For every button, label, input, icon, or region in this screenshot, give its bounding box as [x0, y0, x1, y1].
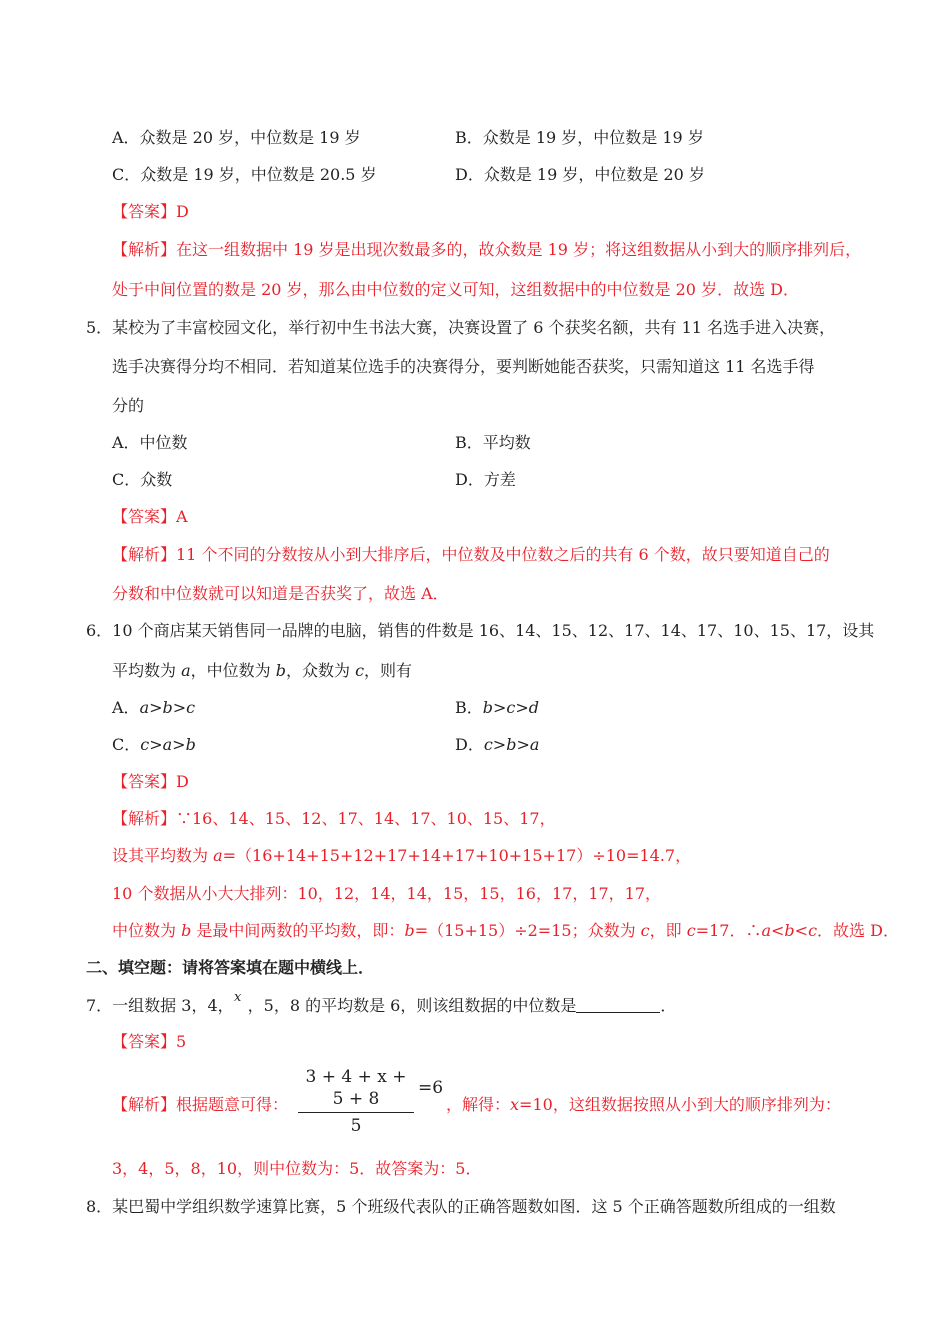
q5-option-c: C．众数 [112, 470, 173, 489]
q7-stem: 7．一组数据 3，4， ，5，8 的平均数是 6，则该组数据的中位数是 ． [86, 996, 677, 1015]
q4-option-a: A．众数是 20 岁，中位数是 19 岁 [112, 128, 361, 147]
fraction-bar [298, 1112, 414, 1113]
q6-analysis-line1: 【解析】∵16、14、15、12、17、14、17、10、15、17， [112, 809, 556, 828]
q7-variable-x: x [234, 990, 242, 1005]
q4-option-c: C．众数是 19 岁，中位数是 20.5 岁 [112, 165, 377, 184]
q4-option-d: D．众数是 19 岁，中位数是 20 岁 [455, 165, 705, 184]
q5-analysis-line2: 分数和中位数就可以知道是否获奖了，故选 A． [112, 584, 449, 603]
q6-stem-line1: 6．10 个商店某天销售同一品牌的电脑，销售的件数是 16、14、15、12、17、14、17、10、15、17，设其 [86, 621, 875, 640]
q4-answer: 【答案】D [112, 202, 189, 221]
q6-answer: 【答案】D [112, 772, 189, 791]
q5-stem-line2: 选手决赛得分均不相同．若知道某位选手的决赛得分，要判断她能否获奖，只需知道这 11 名选手得 [112, 357, 815, 376]
q5-stem-line3: 分的 [112, 396, 145, 415]
q6-analysis-line2: 设其平均数为 a=（16+14+15+12+17+14+17+10+15+17）÷10=14.7， [112, 846, 692, 865]
q8-stem-line1: 8．某巴蜀中学组织数学速算比赛，5 个班级代表队的正确答题数如图．这 5 个正确答题数所组成的一组数 [86, 1197, 836, 1216]
fraction-denominator: 5 [350, 1116, 362, 1136]
q4-analysis-line2: 处于中间位置的数是 20 岁，那么由中位数的定义可知，这组数据中的中位数是 20 岁．故选 D． [112, 280, 799, 299]
q6-option-d: D．c>b>a [455, 735, 540, 754]
q6-option-a: A．a>b>c [112, 698, 196, 717]
q6-option-c: C．c>a>b [112, 735, 196, 754]
q6-analysis-line3: 10 个数据从小大大排列：10，12，14，14，15，15，16，17，17，17， [112, 884, 662, 903]
q5-analysis-line1: 【解析】11 个不同的分数按从小到大排序后，中位数及中位数之后的共有 6 个数，故只要知道自己的 [112, 545, 830, 564]
q6-option-b: B．b>c>d [455, 698, 540, 717]
fraction-formula [298, 1066, 414, 1137]
q4-option-b: B．众数是 19 岁，中位数是 19 岁 [455, 128, 704, 147]
q7-analysis-line2: 3，4，5，8，10，则中位数为：5．故答案为：5． [112, 1159, 482, 1178]
q4-analysis-line1: 【解析】在这一组数据中 19 岁是出现次数最多的，故众数是 19 岁；将这组数据从小到大的顺序排列后， [112, 240, 862, 259]
q7-answer: 【答案】5 [112, 1032, 187, 1051]
q6-analysis-line4: 中位数为 b 是最中间两数的平均数，即：b=（15+15）÷2=15；众数为 c，即 c=17．∴a<b<c．故选 D． [112, 921, 899, 940]
q5-stem-line1: 5．某校为了丰富校园文化，举行初中生书法大赛，决赛设置了 6 个获奖名额，共有 11 名选手进入决赛， [86, 318, 836, 337]
q7-analysis-prefix: 【解析】根据题意可得： [112, 1095, 289, 1114]
section-2-heading: 二、填空题：请将答案填在题中横线上． [86, 958, 375, 977]
q7-analysis-suffix: ，解得：x=10，这组数据按照从小到大的顺序排列为： [446, 1095, 841, 1114]
q5-option-d: D．方差 [455, 470, 516, 489]
fraction-equals: =6 [418, 1078, 444, 1098]
q5-option-b: B．平均数 [455, 433, 531, 452]
q5-option-a: A．中位数 [112, 433, 188, 452]
q5-answer: 【答案】A [112, 507, 188, 526]
q6-stem-line2: 平均数为 a，中位数为 b，众数为 c，则有 [112, 661, 413, 680]
answer-blank [576, 998, 660, 1013]
fraction-numerator: 3 + 4 + x + 5 + 8 [305, 1067, 407, 1109]
